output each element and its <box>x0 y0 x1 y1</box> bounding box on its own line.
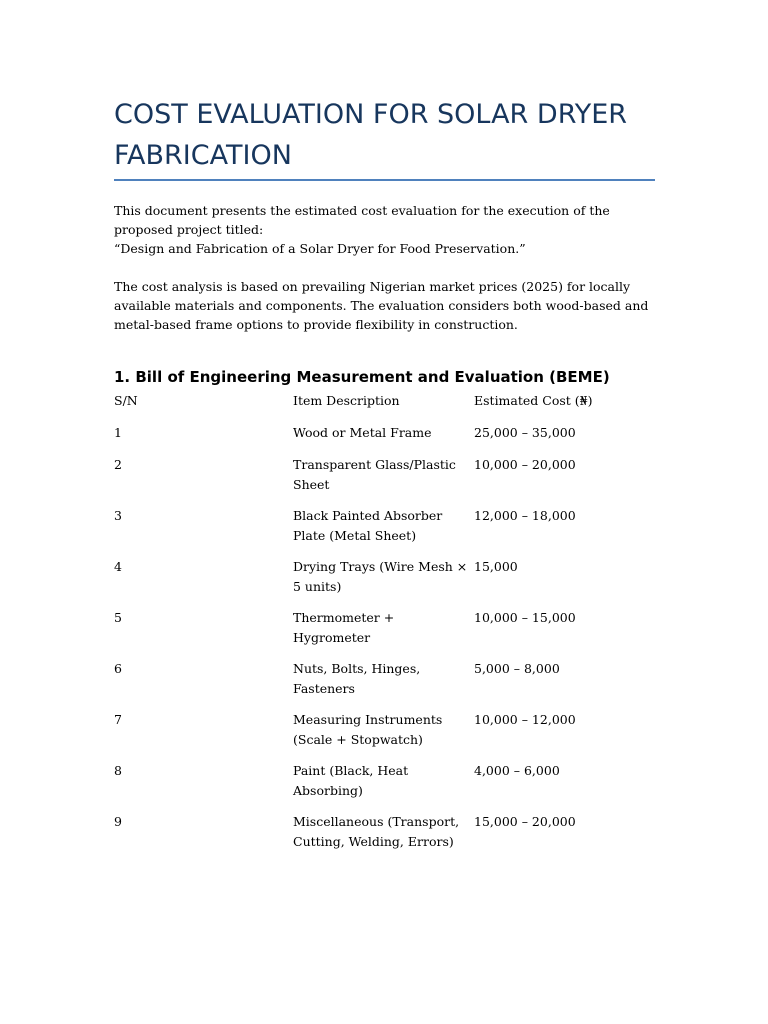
row-cost: 4,000 – 6,000 <box>474 763 560 778</box>
row-cost: 15,000 <box>474 559 518 574</box>
header-sn: S/N <box>114 393 138 408</box>
document-title: COST EVALUATION FOR SOLAR DRYER FABRICATION <box>114 99 628 171</box>
table-row <box>114 455 655 506</box>
row-sn: 3 <box>114 508 122 523</box>
table-row <box>114 506 655 557</box>
row-sn: 6 <box>114 661 122 676</box>
table-row <box>114 608 655 659</box>
analysis-paragraph: The cost analysis is based on prevailing Nigerian market prices (2025) for locally available materials and components. The evaluation considers both wood-based and metal-based frame options to provide flexibility in construction. <box>114 279 649 332</box>
row-item: Black Painted Absorber Plate (Metal Sheet) <box>293 508 443 543</box>
row-item: Wood or Metal Frame <box>293 425 432 440</box>
row-sn: 2 <box>114 457 122 472</box>
table-row <box>114 710 655 761</box>
table-row <box>114 659 655 710</box>
row-item: Measuring Instruments (Scale + Stopwatch) <box>293 712 443 747</box>
header-item-description: Item Description <box>293 393 400 408</box>
row-sn: 8 <box>114 763 122 778</box>
row-cost: 25,000 – 35,000 <box>474 425 576 440</box>
intro-line-2: “Design and Fabrication of a Solar Dryer for Food Preservation.” <box>114 241 526 256</box>
row-item: Transparent Glass/Plastic Sheet <box>293 457 456 492</box>
beme-heading: 1. Bill of Engineering Measurement and Evaluation (BEME) <box>114 368 610 386</box>
title-underline <box>114 179 655 181</box>
row-cost: 10,000 – 12,000 <box>474 712 576 727</box>
table-row <box>114 761 655 812</box>
row-item: Paint (Black, Heat Absorbing) <box>293 763 409 798</box>
row-item: Nuts, Bolts, Hinges, Fasteners <box>293 661 421 696</box>
header-estimated-cost: Estimated Cost (₦) <box>474 393 593 408</box>
table-header-row <box>114 391 655 423</box>
table-row <box>114 557 655 608</box>
row-cost: 5,000 – 8,000 <box>474 661 560 676</box>
row-item: Drying Trays (Wire Mesh × 5 units) <box>293 559 468 594</box>
intro-paragraph <box>114 201 655 258</box>
row-item: Miscellaneous (Transport, Cutting, Welding, Errors) <box>293 814 460 849</box>
row-sn: 4 <box>114 559 122 574</box>
row-sn: 5 <box>114 610 122 625</box>
table-row <box>114 812 655 863</box>
row-cost: 12,000 – 18,000 <box>474 508 576 523</box>
beme-table <box>114 391 655 863</box>
row-sn: 7 <box>114 712 122 727</box>
row-sn: 9 <box>114 814 122 829</box>
row-cost: 15,000 – 20,000 <box>474 814 576 829</box>
row-cost: 10,000 – 20,000 <box>474 457 576 472</box>
row-cost: 10,000 – 15,000 <box>474 610 576 625</box>
intro-line-1: This document presents the estimated cost evaluation for the execution of the proposed project titled: <box>114 203 610 237</box>
table-row <box>114 423 655 455</box>
row-item: Thermometer + Hygrometer <box>293 610 395 645</box>
row-sn: 1 <box>114 425 122 440</box>
